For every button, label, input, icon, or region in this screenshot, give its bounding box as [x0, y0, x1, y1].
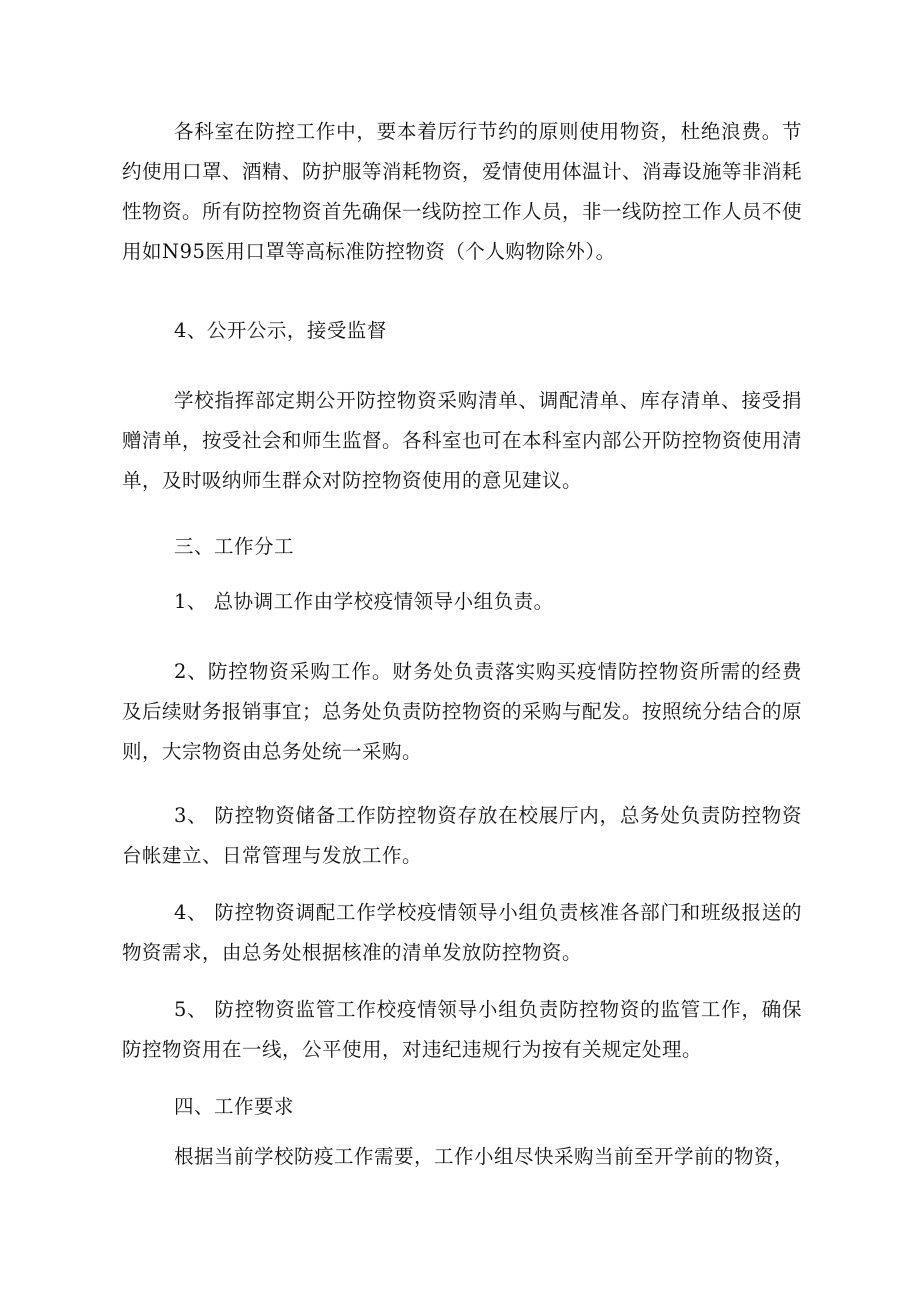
list-item-allocation: 4、 防控物资调配工作学校疫情领导小组负责核准各部门和班级报送的物资需求，由总务处根据核准的清单发放防控物资。 [122, 901, 802, 964]
list-item-supervision: 5、 防控物资监管工作校疫情领导小组负责防控物资的监管工作，确保防控物资用在一线，公平使用，对违纪违规行为按有关规定处理。 [122, 998, 802, 1061]
list-item-procurement: 2、防控物资采购工作。财务处负责落实购买疫情防控物资所需的经费及后续财务报销事宜；总务处负责防控物资的采购与配发。按照统分结合的原则，大宗物资由总务处统一采购。 [122, 660, 803, 763]
section-heading-division-of-work: 三、工作分工 [174, 535, 295, 558]
list-item-coordination: 1、 总协调工作由学校疫情领导小组负责。 [174, 590, 554, 613]
section-heading-work-requirements: 四、工作要求 [174, 1095, 295, 1118]
paragraph-disclosure-lists: 学校指挥部定期公开防控物资采购清单、调配清单、库存清单、接受捐赠清单，按受社会和师生监督。各科室也可在本科室内部公开防控物资使用清单，及时吸纳师生群众对防控物资使用的意见建议。 [122, 389, 803, 492]
paragraph-requirements: 根据当前学校防疫工作需要，工作小组尽快采购当前至开学前的物资， [174, 1145, 795, 1168]
list-item-storage: 3、 防控物资储备工作防控物资存放在校展厅内，总务处负责防控物资台帐建立、日常管理与发放工作。 [122, 804, 802, 867]
subheading-public-disclosure: 4、公开公示，接受监督 [174, 319, 387, 342]
paragraph-material-saving: 各科室在防控工作中，要本着厉行节约的原则使用物资，杜绝浪费。节约使用口罩、酒精、防护服等消耗物资，爱情使用体温计、消毒设施等非消耗性物资。所有防控物资首先确保一线防控工作人员，非一线防控工作人员不使用如N95医用口罩等高标准防控物资（个人购物除外）。 [122, 120, 803, 263]
